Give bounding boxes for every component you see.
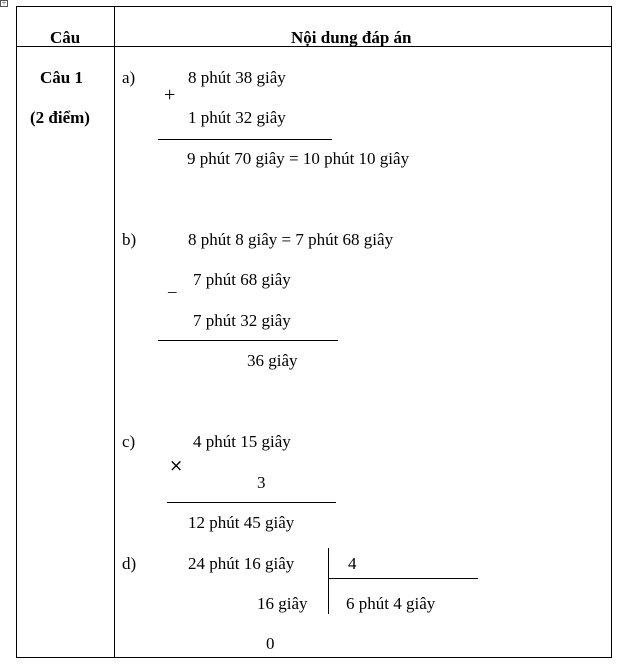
part-a-rule (158, 139, 332, 140)
part-c-line1: 4 phút 15 giây (193, 432, 291, 451)
header-cau: Câu (50, 28, 81, 47)
part-a-result: 9 phút 70 giây = 10 phút 10 giây (187, 149, 410, 168)
question-points: (2 điểm) (30, 108, 90, 127)
part-d-dividend: 24 phút 16 giây (188, 554, 295, 573)
part-c-label: c) (122, 432, 136, 451)
part-a-line1: 8 phút 38 giây (188, 68, 286, 87)
table-top-border (16, 6, 612, 7)
part-b-operator: _ (168, 276, 177, 295)
part-b-line1: 7 phút 68 giây (193, 270, 291, 289)
part-b-result: 36 giây (247, 351, 298, 370)
part-b-rule (158, 340, 338, 341)
part-b-line2: 7 phút 32 giây (193, 311, 291, 330)
part-c-line2: 3 (257, 473, 266, 492)
part-a-label: a) (122, 68, 136, 87)
part-d-remainder-step: 16 giây (257, 594, 308, 613)
part-a-operator: + (164, 84, 176, 106)
part-c-rule (167, 502, 336, 503)
part-c-operator: × (169, 456, 184, 476)
part-b-label: b) (122, 230, 137, 249)
question-number: Câu 1 (40, 68, 83, 87)
header-noi-dung: Nội dung đáp án (291, 28, 412, 47)
part-a-line2: 1 phút 32 giây (188, 108, 286, 127)
part-d-division-vertical (328, 548, 329, 614)
table-right-border (611, 6, 612, 658)
part-b-conversion: 8 phút 8 giây = 7 phút 68 giây (188, 230, 394, 249)
table-move-handle-icon[interactable]: + (1, 0, 7, 7)
part-d-quotient: 6 phút 4 giây (346, 594, 436, 613)
table-bottom-border (16, 657, 612, 658)
part-d-label: d) (122, 554, 137, 573)
part-d-divisor: 4 (348, 554, 357, 573)
table-column-divider (114, 6, 115, 658)
part-d-division-horizontal (328, 578, 478, 579)
table-left-border (16, 6, 17, 658)
part-c-result: 12 phút 45 giây (188, 513, 295, 532)
part-d-final-remainder: 0 (266, 634, 275, 653)
